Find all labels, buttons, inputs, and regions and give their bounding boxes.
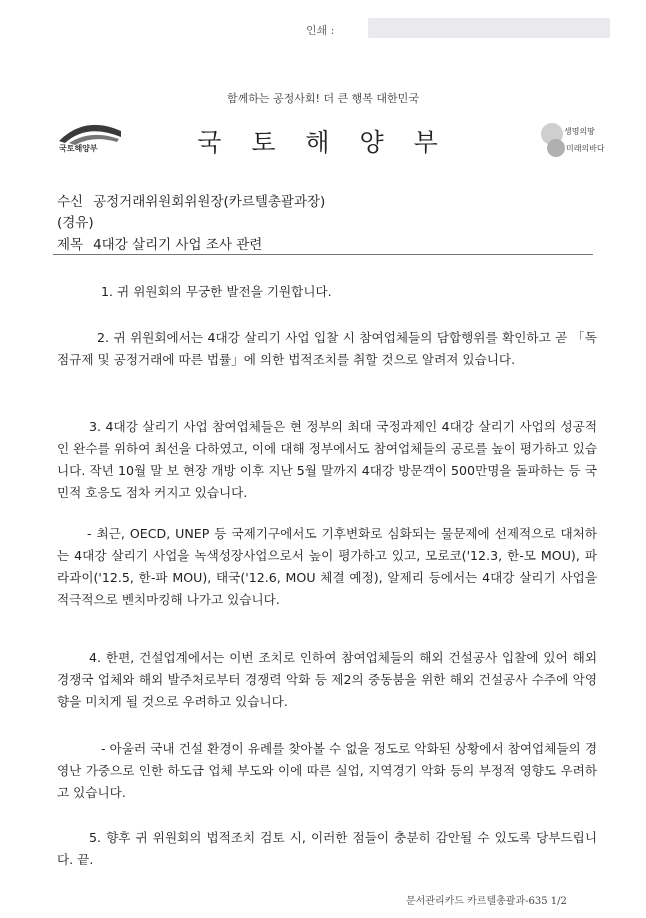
ministry-logo-right <box>538 118 614 162</box>
paragraph-5: 5. 향후 귀 위원회의 법적조치 검토 시, 이러한 점들이 충분히 감안될 수 있도록 당부드립니다. 끝. <box>57 830 597 867</box>
logo-right-text-1: 생명의땅 <box>564 127 595 136</box>
via-line: (경유) <box>57 215 94 231</box>
paragraph-3: 3. 4대강 살리기 사업 참여업체들은 현 정부의 최대 국정과제인 4대강 살리기 사업의 성공적인 완수를 위하여 최선을 다하였고, 이에 대해 정부에서도 참여업체들의 공로를 높이 평가하고 있습니다. 작년 10월 말 보 현장 개방 이후 지난 5월 말까지 4대강 방문객이 500만명을 돌파하는 등 국민적 호응도 점차 커지고 있습니다. <box>57 419 597 500</box>
subject-line <box>57 233 262 253</box>
paragraph-2: 2. 귀 위원회에서는 4대강 살리기 사업 입찰 시 참여업체들의 담합행위를 확인하고 곧 「독점규제 및 공정거래에 따른 법률」에 의한 법적조치를 취할 것으로 알려져 있습니다. <box>57 330 597 367</box>
paragraph-4-sub: - 아울러 국내 건설 환경이 유례를 찾아볼 수 없을 정도로 악화된 상황에서 참여업체들의 경영난 가중으로 인한 하도급 업체 부도와 이에 따른 실업, 지역경기 악화 등의 부정적 영향도 우려하고 있습니다. <box>57 741 597 800</box>
print-label: 인쇄 : <box>306 24 335 37</box>
paragraph-4: 4. 한편, 건설업계에서는 이번 조치로 인하여 참여업체들의 해외 건설공사 입찰에 있어 해외 경쟁국 업체와 해외 발주처로부터 경쟁력 악화 등 제2의 중동붐을 위한 해외 건설공사 수주에 악영향을 미치게 될 것으로 우려하고 있습니다. <box>57 650 597 709</box>
doc-footer: 문서관리카드 카르텔총괄과-635 1/2 <box>406 896 567 907</box>
logo-left-text: 국토해양부 <box>59 144 98 153</box>
paragraph-1: 1. 귀 위원회의 무궁한 발전을 기원합니다. <box>101 284 332 299</box>
subject-label: 제목 <box>57 237 84 253</box>
recipient-line <box>57 190 325 210</box>
recipient-label: 수신 <box>57 194 84 210</box>
logo-right-text-2: 미래의바다 <box>566 144 605 153</box>
header-divider <box>53 254 593 255</box>
paragraph-3-sub: - 최근, OECD, UNEP 등 국제기구에서도 기후변화로 심화되는 물문제에 선제적으로 대처하는 4대강 살리기 사업을 녹색성장사업으로서 높이 평가하고 있고, 모로코('12.3, 한-모 MOU), 파라과이('12.5, 한-파 MOU), 태국('12.6, MOU 체결 예정), 알제리 등에서는 4대강 살리기 사업을 적극적으로 벤치마킹해 나가고 있습니다. <box>57 526 597 607</box>
ministry-name: 국 토 해 양 부 <box>197 128 449 157</box>
subject: 4대강 살리기 사업 조사 관련 <box>93 237 263 253</box>
recipient: 공정거래위원회위원장(카르텔총괄과장) <box>93 194 326 210</box>
print-redaction-blur <box>368 18 610 38</box>
slogan: 함께하는 공정사회! 더 큰 행복 대한민국 <box>227 92 419 105</box>
